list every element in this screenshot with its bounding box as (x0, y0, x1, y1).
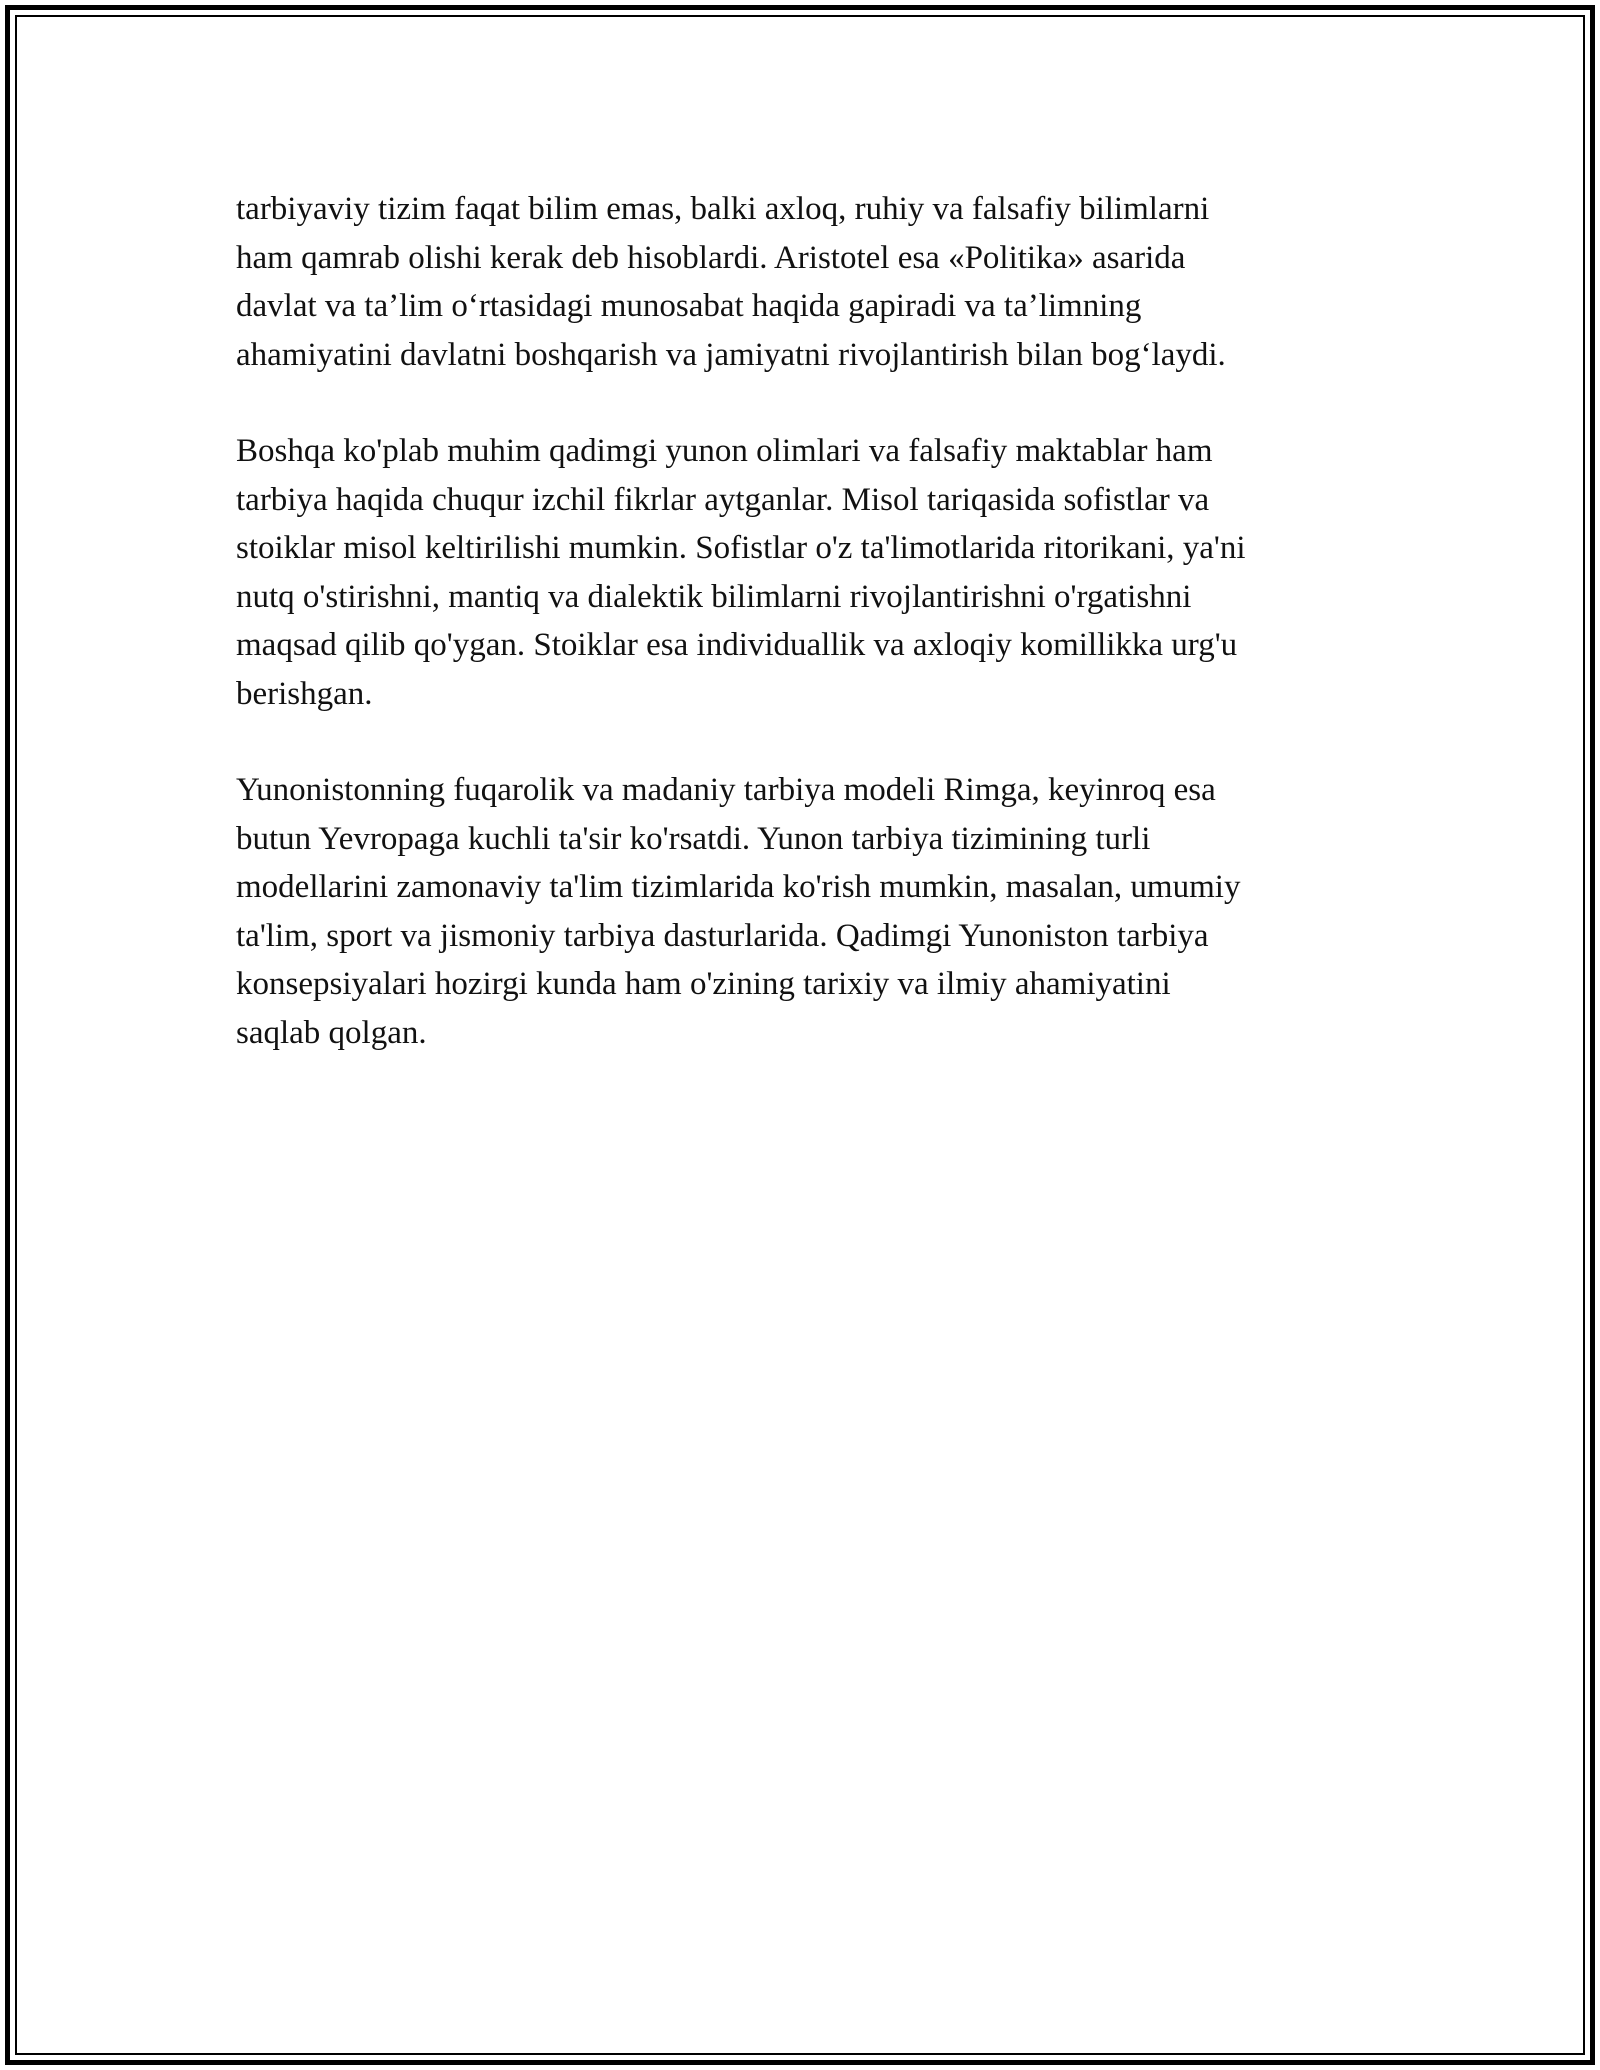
document-body (236, 185, 1376, 1105)
paragraph-1: tarbiyaviy tizim faqat bilim emas, balki axloq, ruhiy va falsafiy bilimlarni ham qamrab olishi kerak deb hisoblardi. Aristotel esa «Politika» asarida davlat va ta’lim o‘rtasidagi munosabat haqida gapiradi va ta’limning ahamiyatini davlatni boshqarish va jamiyatni rivojlantirish bilan bog‘laydi. (236, 191, 1226, 373)
paragraph-3: Yunonistonning fuqarolik va madaniy tarbiya modeli Rimga, keyinroq esa butun Yevropaga kuchli ta'sir ko'rsatdi. Yunon tarbiya tizimining turli modellarini zamonaviy ta'lim tizimlarida ko'rish mumkin, masalan, umumiy ta'lim, sport va jismoniy tarbiya dasturlarida. Qadimgi Yunoniston tarbiya konsepsiyalari hozirgi kunda ham o'zining tarixiy va ilmiy ahamiyatini saqlab qolgan. (236, 772, 1241, 1051)
paragraph-2: Boshqa ko'plab muhim qadimgi yunon olimlari va falsafiy maktablar ham tarbiya haqida chuqur izchil fikrlar aytganlar. Misol tariqasida sofistlar va stoiklar misol keltirilishi mumkin. Sofistlar o'z ta'limotlarida ritorikani, ya'ni nutq o'stirishni, mantiq va dialektik bilimlarni rivojlantirishni o'rgatishni maqsad qilib qo'ygan. Stoiklar esa individuallik va axloqiy komillikka urg'u berishgan. (236, 433, 1246, 712)
